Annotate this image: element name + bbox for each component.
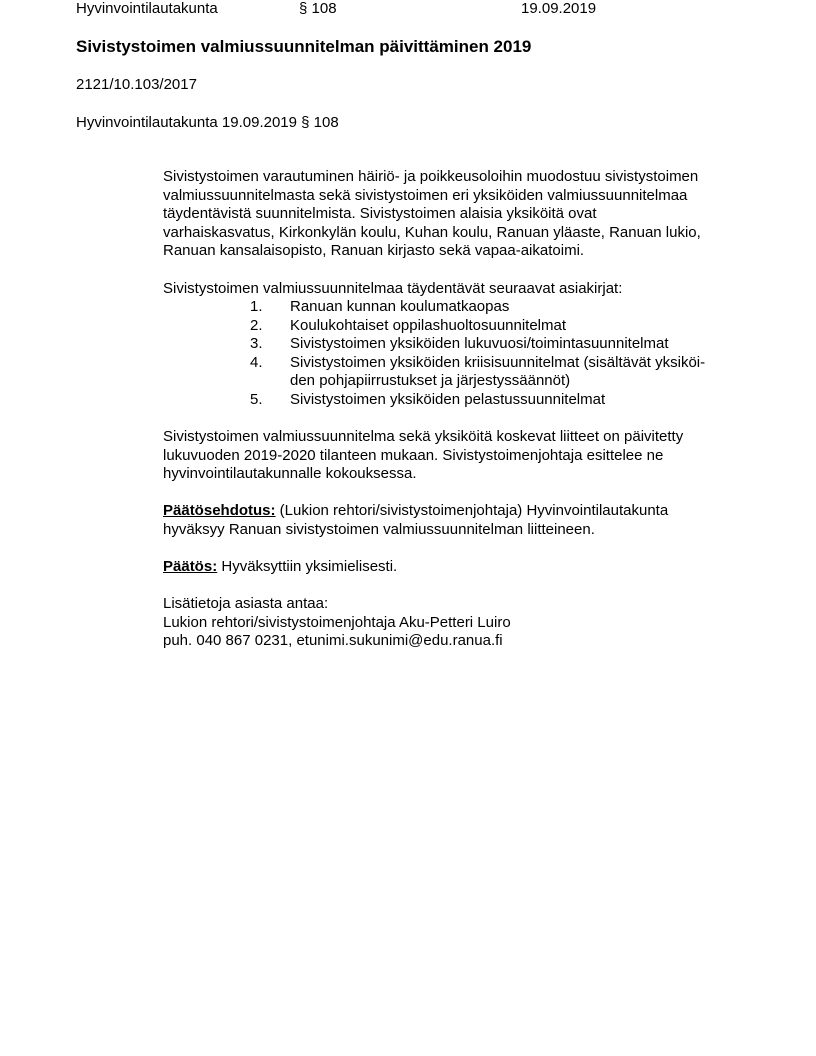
page-title: Sivistystoimen valmiussuunnitelman päivittäminen 2019: [76, 37, 532, 56]
list-number: 3.: [250, 335, 263, 352]
contact-details: puh. 040 867 0231, etunimi.sukunimi@edu.ranua.fi: [163, 632, 503, 649]
decision-line: [163, 558, 397, 576]
list-number: 1.: [250, 298, 263, 315]
case-id: 2121/10.103/2017: [76, 76, 197, 93]
paragraph-line: hyvinvointilautakunnalle kokouksessa.: [163, 465, 417, 482]
paragraph-line: varhaiskasvatus, Kirkonkylän koulu, Kuhan koulu, Ranuan yläaste, Ranuan lukio,: [163, 223, 701, 241]
list-number: 5.: [250, 390, 263, 408]
paragraph-line: lukuvuoden 2019-2020 tilanteen mukaan. Sivistystoimenjohtaja esittelee ne: [163, 446, 664, 464]
list-item: Ranuan kunnan koulumatkaopas: [290, 298, 510, 315]
contact-person: Lukion rehtori/sivistystoimenjohtaja Aku-Petteri Luiro: [163, 613, 511, 631]
list-number: 2.: [250, 316, 263, 334]
paragraph-line: Ranuan kansalaisopisto, Ranuan kirjasto sekä vapaa-aikatoimi.: [163, 242, 585, 259]
paragraph-line: Sivistystoimen varautuminen häiriö- ja poikkeusoloihin muodostuu sivistystoimen: [163, 168, 699, 185]
list-item: Sivistystoimen yksiköiden lukuvuosi/toimintasuunnitelmat: [290, 335, 669, 352]
header-section: § 108: [299, 0, 337, 17]
proposal-text: (Lukion rehtori/sivistystoimenjohtaja) Hyvinvointilautakunta: [275, 502, 669, 519]
contact-heading: Lisätietoja asiasta antaa:: [163, 595, 329, 612]
decision-text: Hyväksyttiin yksimielisesti.: [217, 558, 398, 575]
paragraph-line: valmiussuunnitelmasta sekä sivistystoimen eri yksiköiden valmiussuunnitelmaa: [163, 186, 688, 204]
list-intro: Sivistystoimen valmiussuunnitelmaa täydentävät seuraavat asiakirjat:: [163, 280, 623, 297]
header-date: 19.09.2019: [521, 0, 597, 17]
proposal-text-2: hyväksyy Ranuan sivistystoimen valmiussuunnitelman liitteineen.: [163, 520, 595, 538]
paragraph-line: Sivistystoimen valmiussuunnitelma sekä yksiköitä koskevat liitteet on päivitetty: [163, 428, 684, 445]
list-item: Koulukohtaiset oppilashuoltosuunnitelmat: [290, 316, 567, 334]
paragraph-line: täydentävistä suunnitelmista. Sivistystoimen alaisia yksiköitä ovat: [163, 205, 597, 222]
proposal-line: [163, 502, 668, 520]
header-board: Hyvinvointilautakunta: [76, 0, 218, 17]
list-item: Sivistystoimen yksiköiden pelastussuunnitelmat: [290, 390, 606, 408]
meeting-reference: Hyvinvointilautakunta 19.09.2019 § 108: [76, 114, 339, 131]
list-item: Sivistystoimen yksiköiden kriisisuunnitelmat (sisältävät yksiköi-: [290, 353, 706, 371]
decision-label: Päätös:: [163, 558, 218, 575]
list-number: 4.: [250, 353, 263, 371]
proposal-label: Päätösehdotus:: [163, 502, 276, 519]
list-item-continuation: den pohjapiirrustukset ja järjestyssäännöt): [290, 372, 571, 389]
